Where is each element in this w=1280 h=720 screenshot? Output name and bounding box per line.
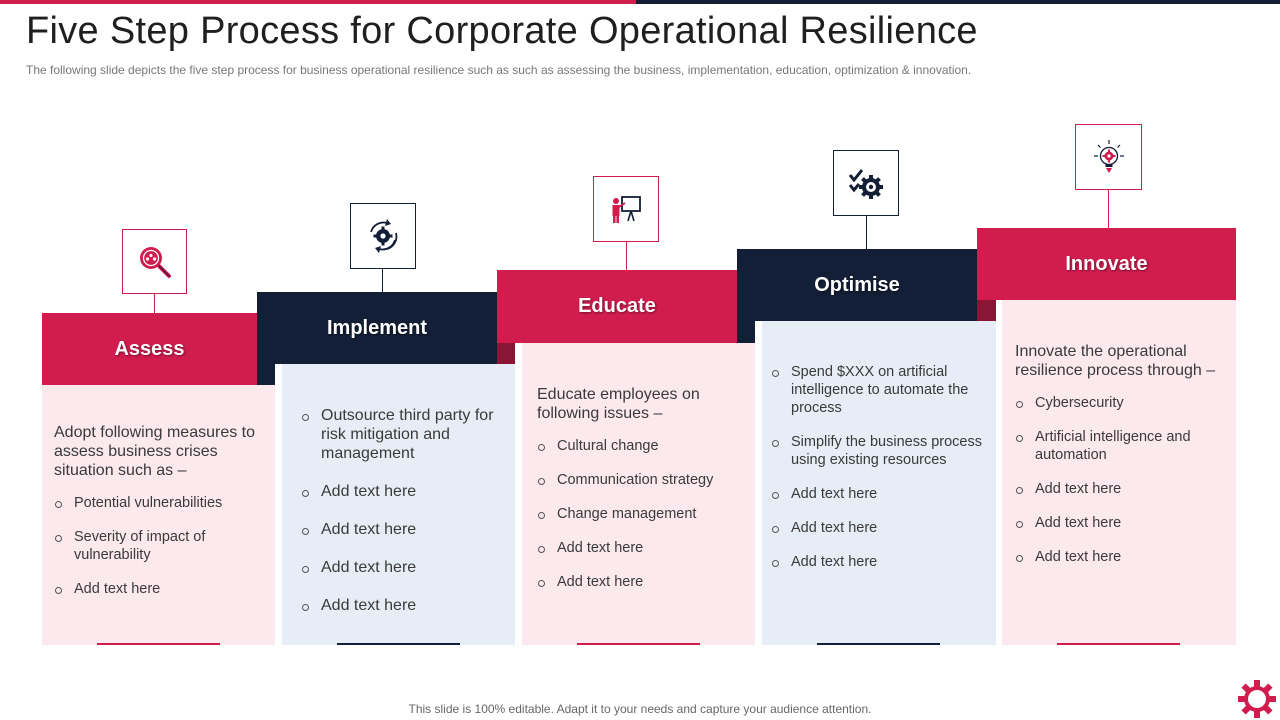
list-item: Add text here [771, 519, 989, 537]
innovate-header [977, 228, 1236, 300]
innovate-icon-box [1075, 124, 1142, 190]
assess-header [42, 313, 257, 385]
list-item: Add text here [301, 520, 501, 539]
list-item: Add text here [537, 539, 742, 557]
list-item: Potential vulnerabilities [54, 494, 266, 512]
lightbulb-icon [1089, 137, 1129, 177]
assess-connector [154, 294, 155, 313]
magnifier-icon [136, 243, 174, 281]
list-item: Outsource third party for risk mitigation and management [301, 406, 501, 463]
educate-content [537, 385, 742, 607]
educate-header [497, 270, 737, 343]
innovate-intro: Innovate the operational resilience process through – [1015, 343, 1216, 379]
list-item: Add text here [301, 482, 501, 501]
top-accent-bar-navy [636, 0, 1280, 4]
implement-connector [382, 268, 383, 292]
implement-content [301, 406, 501, 634]
educate-header-shadow [737, 321, 755, 343]
presentation-icon [606, 189, 646, 229]
assess-content [54, 423, 266, 614]
gear-check-icon [846, 163, 886, 203]
optimise-connector [866, 215, 867, 249]
top-accent-bar-red [0, 0, 636, 4]
list-item: Cybersecurity [1015, 394, 1225, 412]
list-item: Add text here [537, 573, 742, 591]
assess-intro: Adopt following measures to assess business crises situation such as – [54, 424, 255, 479]
list-item: Simplify the business process using existing resources [771, 433, 989, 469]
page-subtitle: The following slide depicts the five step process for business operational resilience such as such as assessing the business, implementation, education, optimization & innovation. [26, 63, 972, 77]
innovate-underline [1057, 643, 1180, 645]
innovate-content [1015, 342, 1225, 582]
implement-header [257, 292, 497, 364]
list-item: Add text here [1015, 480, 1225, 498]
list-item: Add text here [771, 553, 989, 571]
educate-icon-box [593, 176, 659, 242]
footer-note: This slide is 100% editable. Adapt it to your needs and capture your audience attention. [408, 702, 872, 716]
implement-icon-box [350, 203, 416, 269]
list-item: Add text here [301, 596, 501, 615]
implement-underline [337, 643, 460, 645]
assess-underline [97, 643, 220, 645]
implement-header-shadow [497, 343, 515, 364]
optimise-icon-box [833, 150, 899, 216]
list-item: Add text here [301, 558, 501, 577]
innovate-title: Innovate [1065, 252, 1148, 275]
educate-intro: Educate employees on following issues – [537, 386, 700, 422]
list-item: Artificial intelligence and automation [1015, 428, 1225, 464]
assess-title: Assess [114, 337, 185, 360]
optimise-header-shadow [977, 300, 996, 321]
list-item: Change management [537, 505, 742, 523]
optimise-title: Optimise [814, 273, 900, 296]
list-item: Add text here [771, 485, 989, 503]
assess-header-shadow [257, 364, 275, 385]
innovate-connector [1108, 189, 1109, 228]
list-item: Add text here [1015, 514, 1225, 532]
assess-icon-box [122, 229, 187, 294]
page-title: Five Step Process for Corporate Operational Resilience [26, 10, 978, 52]
educate-connector [626, 241, 627, 270]
optimise-content [771, 363, 989, 587]
list-item: Cultural change [537, 437, 742, 455]
list-item: Communication strategy [537, 471, 742, 489]
educate-title: Educate [578, 295, 656, 317]
optimise-underline [817, 643, 940, 645]
implement-title: Implement [326, 316, 428, 339]
educate-underline [577, 643, 700, 645]
list-item: Add text here [1015, 548, 1225, 566]
list-item: Spend $XXX on artificial intelligence to automate the process [771, 363, 989, 417]
list-item: Add text here [54, 580, 266, 598]
optimise-header [737, 249, 977, 321]
list-item: Severity of impact of vulnerability [54, 528, 266, 564]
gear-cycle-icon [363, 216, 403, 256]
gear-icon [1238, 680, 1276, 718]
